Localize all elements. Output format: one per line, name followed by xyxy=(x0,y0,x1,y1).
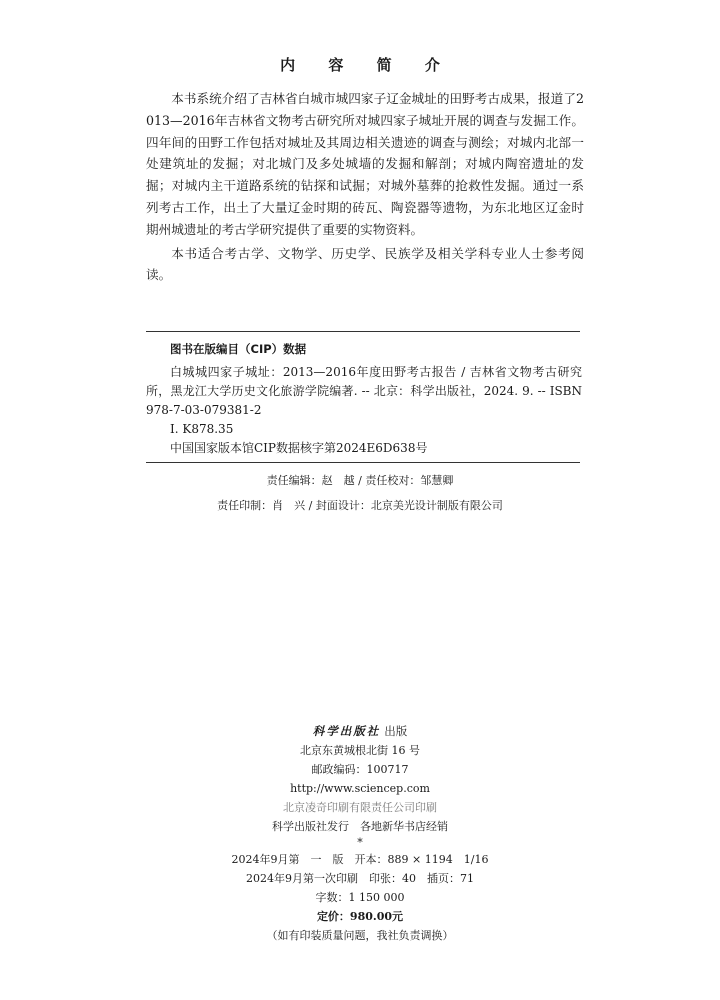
printer-line: 北京凌奇印刷有限责任公司印刷 xyxy=(283,801,437,814)
summary-title: 内 容 简 介 xyxy=(280,56,454,74)
divider xyxy=(146,462,580,463)
cip-record: 白城城四家子城址：2013—2016年度田野考古报告 / 吉林省文物考古研究所，黑龙江大学历史文化旅游学院编著. -- 北京：科学出版社，2024. 9. -- ISBN 978-7-03-079381-2 xyxy=(146,365,582,417)
cip-heading: 图书在版编目（CIP）数据 xyxy=(170,342,307,356)
price: 定价：980.00元 xyxy=(316,910,404,923)
summary-body xyxy=(146,88,584,286)
credits-line-1: 责任编辑：赵 越 / 责任校对：邹慧卿 xyxy=(266,474,454,487)
summary-paragraph: 本书适合考古学、文物学、历史学、民族学及相关学科专业人士参考阅读。 xyxy=(146,245,584,283)
divider xyxy=(146,331,580,332)
publisher-website: http://www.sciencep.com xyxy=(290,782,430,795)
cip-classification: Ⅰ. K878.35 xyxy=(170,422,234,436)
distribution-line: 科学出版社发行 各地新华书店经销 xyxy=(272,820,448,833)
word-count: 字数：1 150 000 xyxy=(315,891,405,904)
imprint-block xyxy=(0,722,720,945)
credits-line-2: 责任印制：肖 兴 / 封面设计：北京美光设计制版有限公司 xyxy=(217,499,503,512)
publisher-postcode: 邮政编码：100717 xyxy=(311,763,409,776)
publisher-suffix: 出版 xyxy=(384,724,408,738)
printing-line: 2024年9月第一次印刷 印张：40 插页：71 xyxy=(246,872,474,885)
cip-approval: 中国国家版本馆CIP数据核字第2024E6D638号 xyxy=(170,441,428,455)
publisher-address: 北京东黄城根北街 16 号 xyxy=(300,744,420,757)
quality-notice: （如有印装质量问题，我社负责调换） xyxy=(266,929,454,942)
separator-star: * xyxy=(357,836,363,849)
cip-block xyxy=(146,340,582,458)
publisher-line xyxy=(0,722,720,741)
summary-paragraph: 本书系统介绍了吉林省白城市城四家子辽金城址的田野考古成果，报道了2013—2016年吉林省文物考古研究所对城四家子城址开展的调查与发掘工作。四年间的田野工作包括对城址及其周边相关遗迹的调查与测绘；对城内北部一处建筑址的发掘；对北城门及多处城墙的发掘和解剖；对城内陶窑遗址的发掘；对城内主干道路系统的钻探和试掘；对城外墓葬的抢救性发掘。通过一系列考古工作，出土了大量辽金时期的砖瓦、陶瓷器等遗物，为东北地区辽金时期州城遗址的考古学研究提供了重要的实物资料。 xyxy=(146,91,584,237)
publisher-logo: 科学出版社 xyxy=(312,724,381,738)
edition-line: 2024年9月第 一 版 开本：889 × 1194 1/16 xyxy=(231,853,489,866)
